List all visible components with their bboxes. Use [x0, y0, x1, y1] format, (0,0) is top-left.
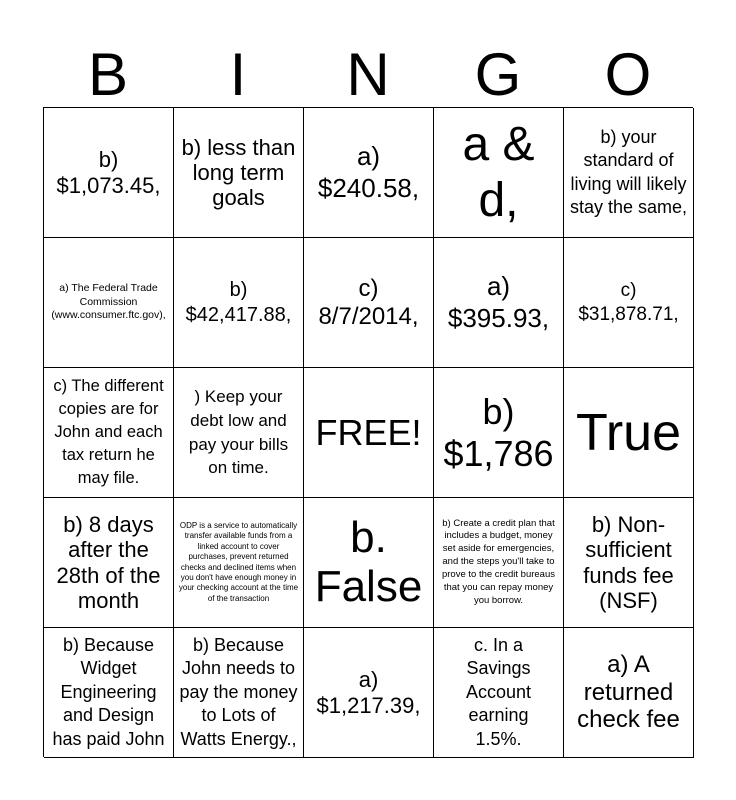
- cell-text: a) The Federal Trade Commission (www.consumer.ftc.gov),: [51, 282, 166, 322]
- header-letter-o: O: [604, 41, 652, 108]
- bingo-cell[interactable]: [174, 238, 304, 368]
- header-letter-n: N: [346, 41, 390, 108]
- bingo-cell[interactable]: [564, 238, 694, 368]
- bingo-cell[interactable]: [44, 368, 174, 498]
- cell-text: b. False: [314, 513, 423, 611]
- cell-text: b) your standard of living will likely stay the same,: [569, 126, 688, 217]
- cell-text: b) 8 days after the 28th of the month: [56, 511, 161, 613]
- cell-text: b) $42,417.88,: [185, 278, 292, 326]
- cell-text: a & d,: [462, 118, 535, 227]
- bingo-cell[interactable]: [44, 498, 174, 628]
- bingo-cell[interactable]: [434, 108, 564, 238]
- bingo-cell[interactable]: [174, 628, 304, 758]
- cell-text: True: [576, 403, 681, 462]
- cell-text: c) $31,878.71,: [578, 279, 679, 325]
- header-letter-b: B: [87, 41, 129, 108]
- bingo-cell[interactable]: [564, 368, 694, 498]
- bingo-cell[interactable]: [434, 238, 564, 368]
- bingo-cell[interactable]: [174, 368, 304, 498]
- bingo-cell[interactable]: [564, 498, 694, 628]
- bingo-cell[interactable]: [434, 368, 564, 498]
- cell-text: ODP is a service to automatically transfer available funds from a linked account to cover purchases, prevent returned checks and declined items when you don't have enough money in your checking account at the time of the transaction: [178, 520, 299, 603]
- bingo-cell[interactable]: [44, 108, 174, 238]
- cell-text: c) The different copies are for John and each tax return he may file.: [53, 376, 164, 488]
- bingo-free-cell[interactable]: [304, 368, 434, 498]
- bingo-card: [43, 107, 693, 757]
- cell-text: a) $395.93,: [447, 271, 550, 333]
- header-letter-g: G: [474, 41, 522, 108]
- cell-text: a) A returned check fee: [577, 651, 680, 734]
- cell-text: b) Non-sufficient funds fee (NSF): [583, 511, 674, 613]
- cell-text: b) Because John needs to pay the money to Lots of Watts Energy.,: [179, 635, 298, 749]
- cell-text: b) $1,073.45,: [56, 147, 161, 198]
- cell-text: ) Keep your debt low and pay your bills on time.: [188, 386, 289, 478]
- bingo-cell[interactable]: [564, 628, 694, 758]
- cell-text: c. In a Savings Account earning 1.5%.: [465, 635, 532, 749]
- cell-text: a) $240.58,: [317, 141, 420, 203]
- header-letter-i: I: [229, 41, 247, 108]
- bingo-header: [43, 42, 693, 108]
- bingo-cell[interactable]: [304, 628, 434, 758]
- bingo-cell[interactable]: [44, 628, 174, 758]
- cell-text: b) $1,786: [443, 391, 554, 474]
- free-space-text: FREE!: [315, 411, 422, 453]
- bingo-cell[interactable]: [434, 498, 564, 628]
- bingo-cell[interactable]: [564, 108, 694, 238]
- bingo-cell[interactable]: [304, 498, 434, 628]
- cell-text: b) Because Widget Engineering and Design has paid John: [52, 635, 165, 749]
- cell-text: b) Create a credit plan that includes a budget, money set aside for emergencies, and the steps you'll take to prove to the credit bureaus that you can repay money you borrow.: [441, 517, 555, 606]
- bingo-cell[interactable]: [434, 628, 564, 758]
- bingo-cell[interactable]: [304, 108, 434, 238]
- bingo-cell[interactable]: [174, 108, 304, 238]
- cell-text: b) less than long term goals: [181, 134, 296, 211]
- bingo-cell[interactable]: [174, 498, 304, 628]
- bingo-cell[interactable]: [44, 238, 174, 368]
- bingo-cell[interactable]: [304, 238, 434, 368]
- cell-text: c) 8/7/2014,: [318, 274, 419, 330]
- cell-text: a) $1,217.39,: [316, 667, 421, 718]
